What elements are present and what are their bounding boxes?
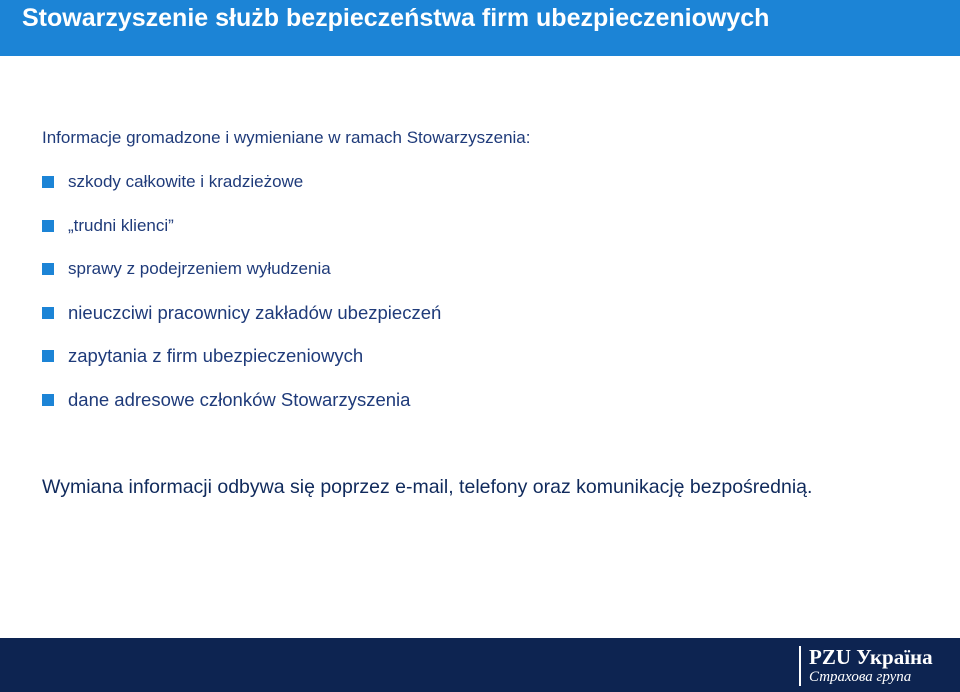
square-bullet-icon <box>42 307 54 319</box>
list-item-text: szkody całkowite i kradzieżowe <box>68 172 304 191</box>
logo-main-text: PZU Україна <box>809 645 933 669</box>
square-bullet-icon <box>42 394 54 406</box>
square-bullet-icon <box>42 220 54 232</box>
intro-text: Informacje gromadzone i wymieniane w ramach Stowarzyszenia: <box>42 128 531 147</box>
logo-sub-text: Страхова група <box>809 669 912 685</box>
footer-bar <box>0 638 960 692</box>
pzu-logo <box>799 646 933 686</box>
list-item-text: sprawy z podejrzeniem wyłudzenia <box>68 259 331 278</box>
title-bar <box>0 0 960 56</box>
list-item-text: dane adresowe członków Stowarzyszenia <box>68 388 411 410</box>
list-item-text: nieuczciwi pracownicy zakładów ubezpieczeń <box>68 301 442 323</box>
square-bullet-icon <box>42 263 54 275</box>
list-item-text: zapytania z firm ubezpieczeniowych <box>68 345 364 366</box>
square-bullet-icon <box>42 176 54 188</box>
list-item-text: „trudni klienci” <box>68 215 174 235</box>
page-title: Stowarzyszenie służb bezpieczeństwa firm ubezpieczeniowych <box>22 4 770 32</box>
summary-text: Wymiana informacji odbywa się poprzez e-mail, telefony oraz komunikację bezpośrednią. <box>42 476 813 498</box>
square-bullet-icon <box>42 350 54 362</box>
